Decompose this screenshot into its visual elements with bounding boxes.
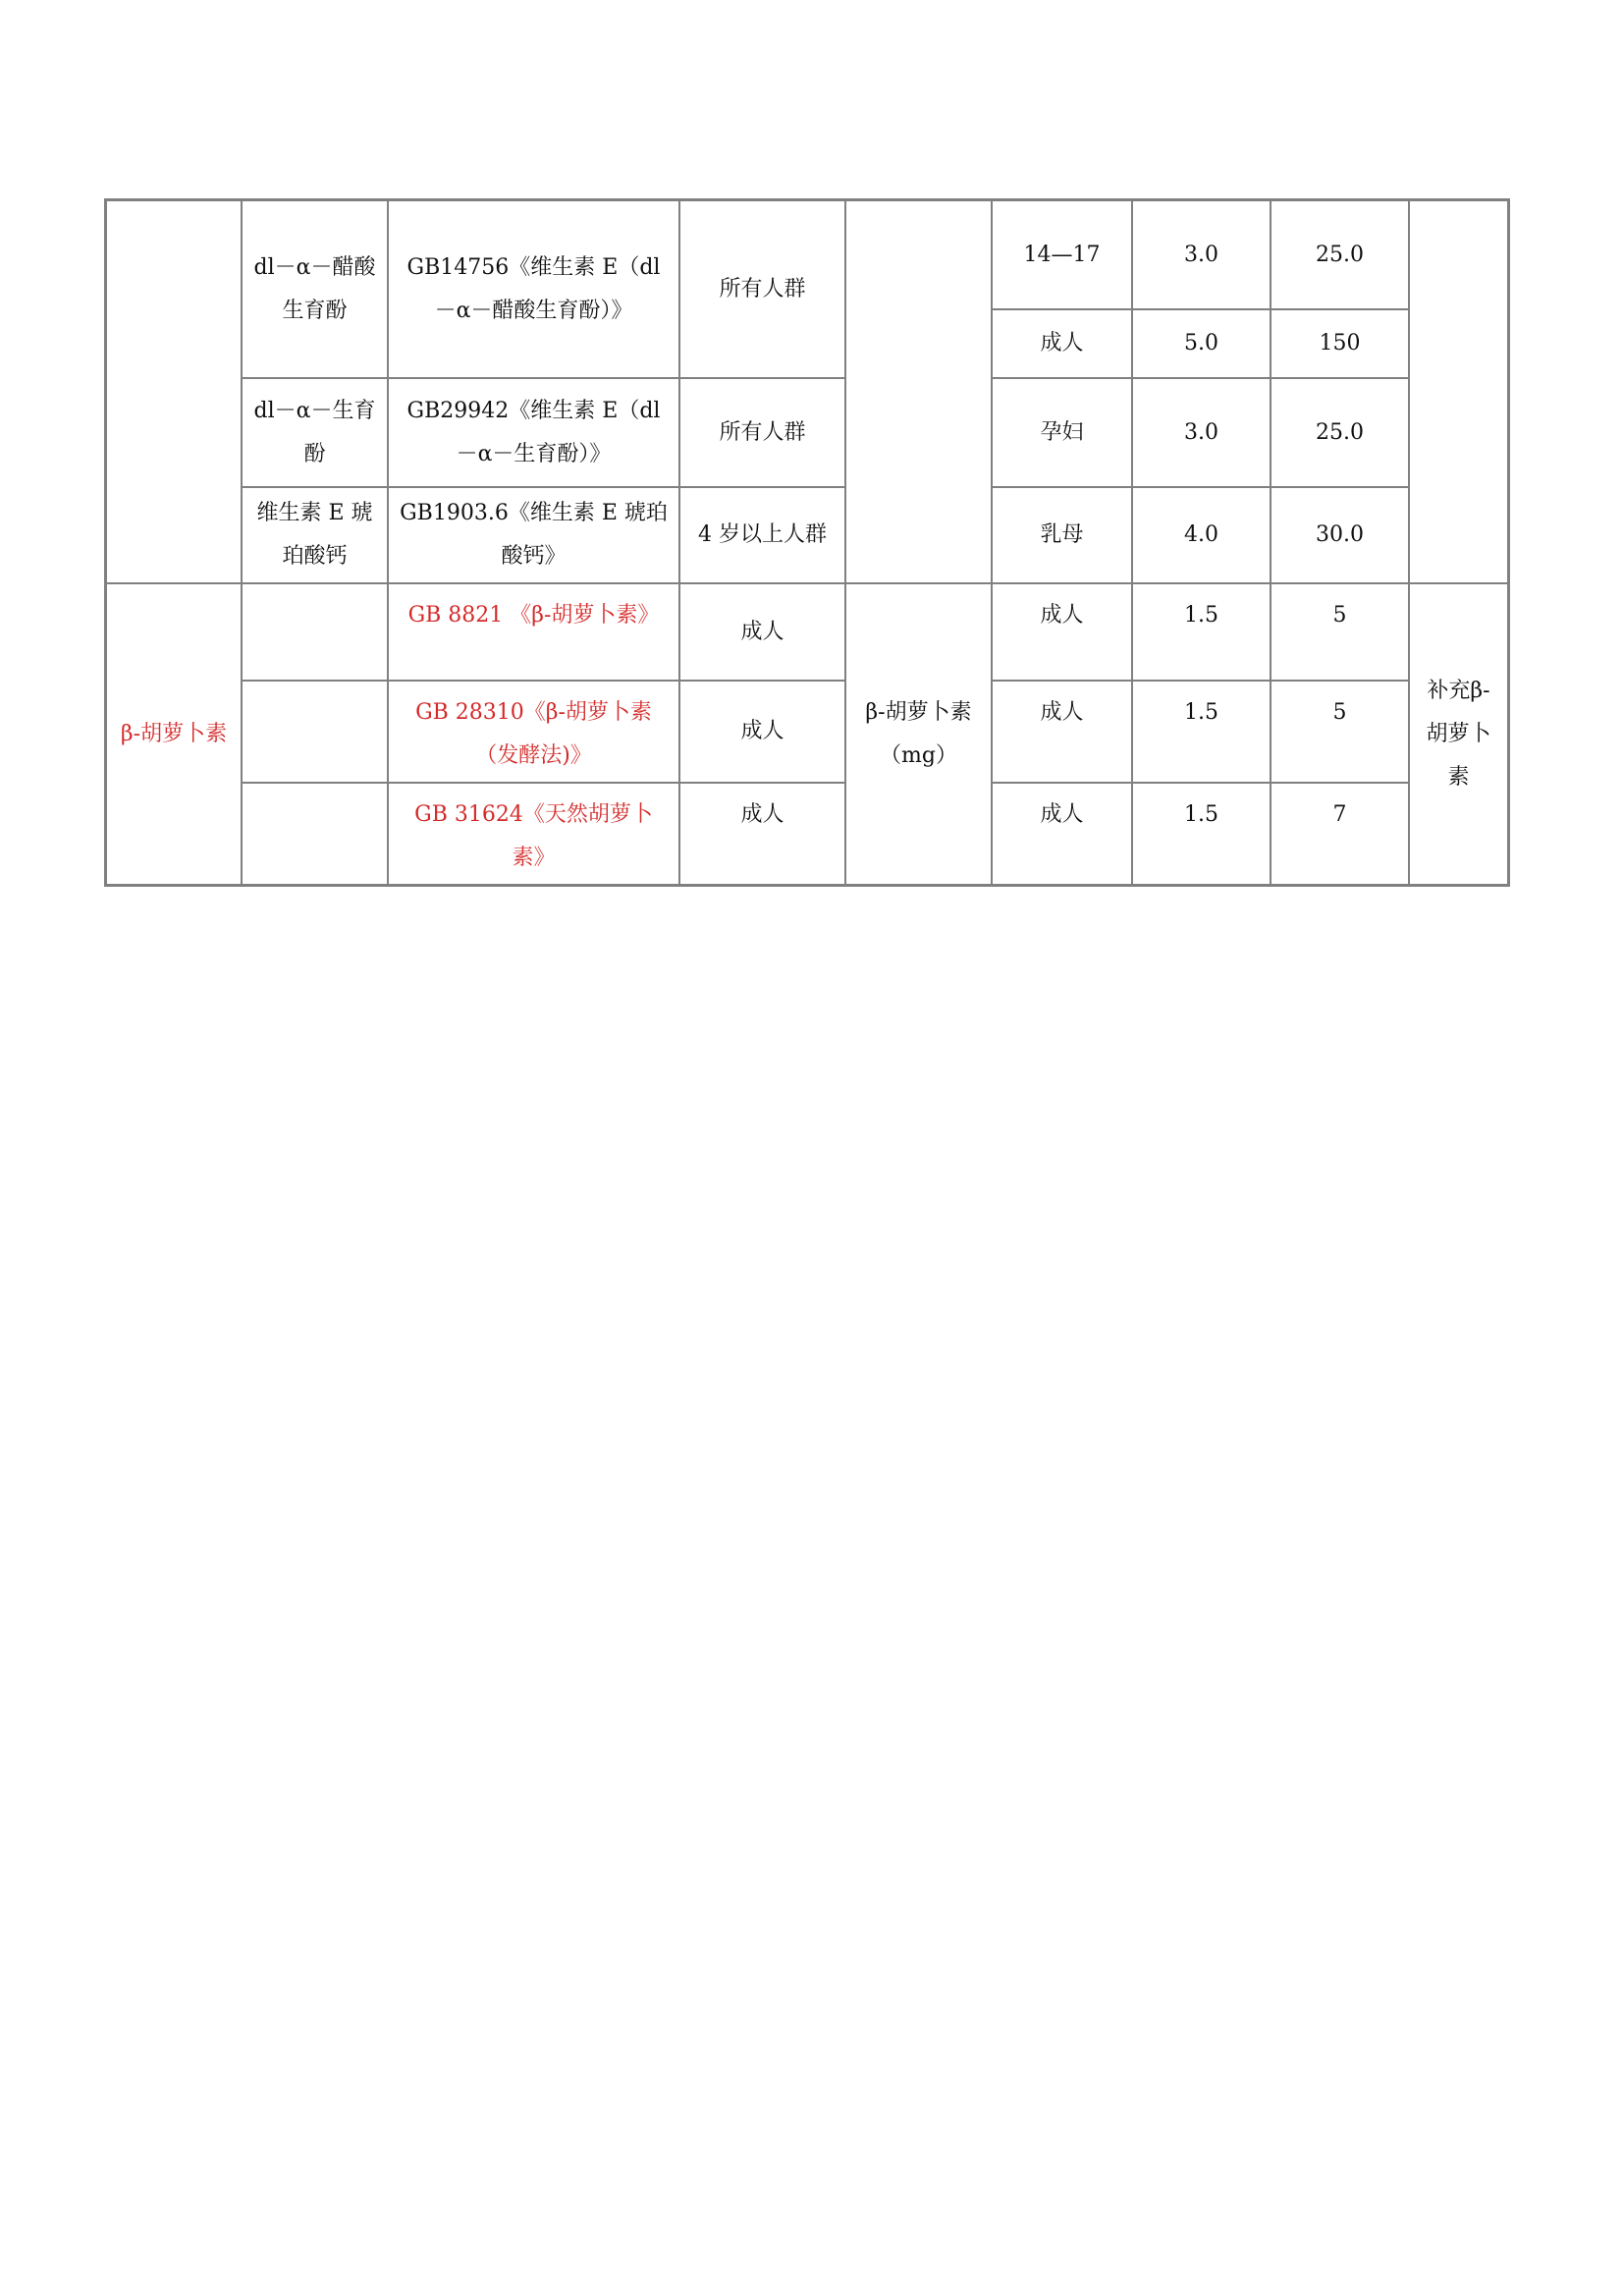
table-row bbox=[106, 378, 1508, 487]
min-cell: 1.5 bbox=[1132, 783, 1271, 885]
group-cell: 成人 bbox=[992, 783, 1132, 885]
table-row bbox=[106, 681, 1508, 783]
empty-cell bbox=[242, 783, 388, 885]
population-cell: 所有人群 bbox=[679, 378, 845, 487]
standard-cell: GB 28310《β-胡萝卜素（发酵法)》 bbox=[388, 681, 679, 783]
note-cell: 补充β-胡萝卜素 bbox=[1409, 583, 1508, 885]
max-cell: 25.0 bbox=[1271, 378, 1409, 487]
max-cell: 25.0 bbox=[1271, 200, 1409, 309]
group-cell: 14—17 bbox=[992, 200, 1132, 309]
standard-cell: GB14756《维生素 E（dl－α－醋酸生育酚）》 bbox=[388, 200, 679, 378]
max-cell: 150 bbox=[1271, 309, 1409, 378]
population-cell: 成人 bbox=[679, 583, 845, 681]
min-cell: 1.5 bbox=[1132, 583, 1271, 681]
min-cell: 1.5 bbox=[1132, 681, 1271, 783]
empty-cell bbox=[106, 200, 242, 583]
table-row bbox=[106, 200, 1508, 309]
group-cell: 成人 bbox=[992, 309, 1132, 378]
carotene-name: β-胡萝卜素 bbox=[106, 583, 242, 885]
unit-label: β-胡萝卜素（mg） bbox=[845, 583, 992, 885]
standard-cell: GB29942《维生素 E（dl－α－生育酚）》 bbox=[388, 378, 679, 487]
min-cell: 4.0 bbox=[1132, 487, 1271, 583]
compound-name: 维生素 E 琥珀酸钙 bbox=[242, 487, 388, 583]
max-cell: 30.0 bbox=[1271, 487, 1409, 583]
standard-cell: GB1903.6《维生素 E 琥珀酸钙》 bbox=[388, 487, 679, 583]
population-cell: 所有人群 bbox=[679, 200, 845, 378]
population-cell: 成人 bbox=[679, 783, 845, 885]
table-row bbox=[106, 583, 1508, 681]
max-cell: 5 bbox=[1271, 681, 1409, 783]
population-cell: 成人 bbox=[679, 681, 845, 783]
min-cell: 3.0 bbox=[1132, 378, 1271, 487]
max-cell: 7 bbox=[1271, 783, 1409, 885]
standard-cell: GB 8821 《β-胡萝卜素》 bbox=[388, 583, 679, 681]
empty-cell bbox=[845, 200, 992, 583]
min-cell: 3.0 bbox=[1132, 200, 1271, 309]
group-cell: 乳母 bbox=[992, 487, 1132, 583]
compound-name: dl－α－生育酚 bbox=[242, 378, 388, 487]
nutrient-spec-table bbox=[104, 198, 1510, 887]
empty-cell bbox=[1409, 200, 1508, 583]
population-cell: 4 岁以上人群 bbox=[679, 487, 845, 583]
min-cell: 5.0 bbox=[1132, 309, 1271, 378]
empty-cell bbox=[242, 681, 388, 783]
max-cell: 5 bbox=[1271, 583, 1409, 681]
compound-name: dl－α－醋酸生育酚 bbox=[242, 200, 388, 378]
group-cell: 成人 bbox=[992, 583, 1132, 681]
group-cell: 成人 bbox=[992, 681, 1132, 783]
group-cell: 孕妇 bbox=[992, 378, 1132, 487]
table-row bbox=[106, 783, 1508, 885]
standard-cell: GB 31624《天然胡萝卜素》 bbox=[388, 783, 679, 885]
table-row bbox=[106, 487, 1508, 583]
empty-cell bbox=[242, 583, 388, 681]
